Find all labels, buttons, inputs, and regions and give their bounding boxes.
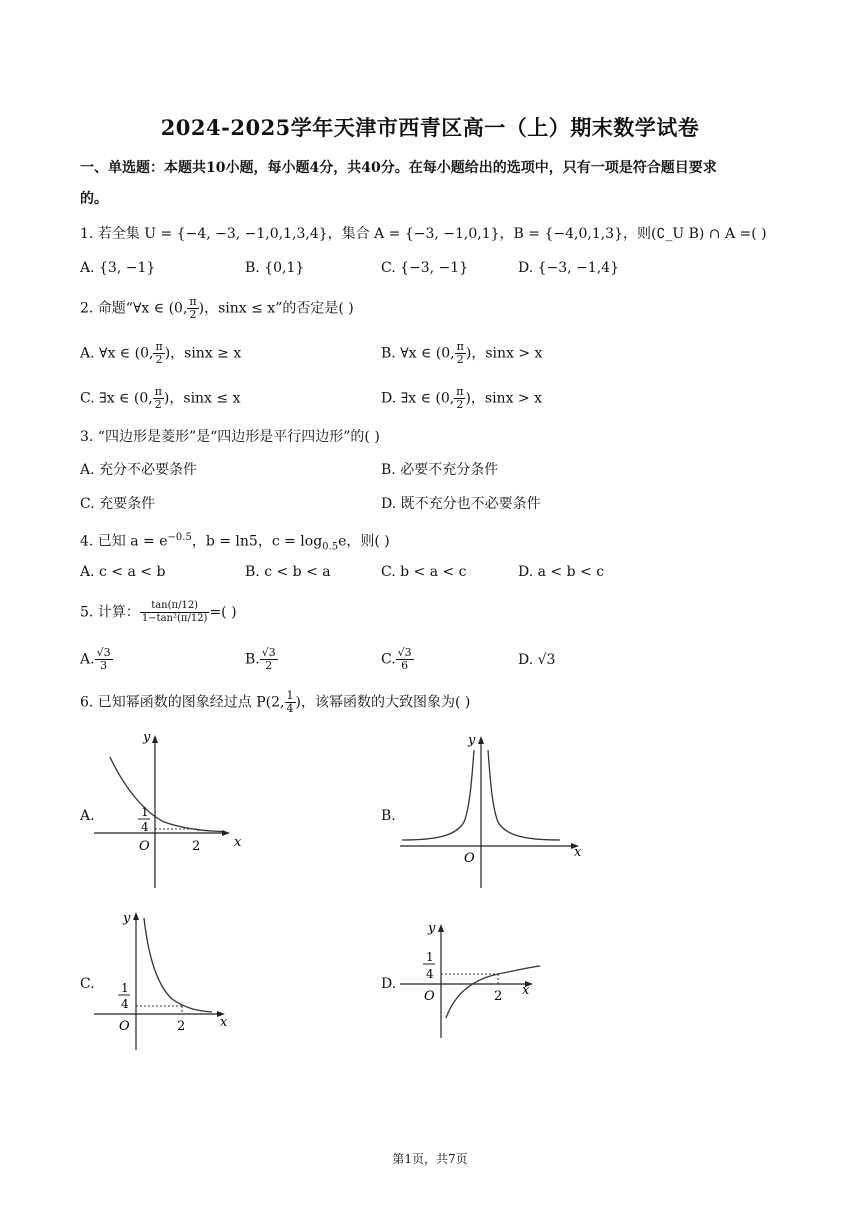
graph-a-y-arrow — [152, 735, 158, 743]
graph-b-y-label: y — [468, 733, 476, 748]
q6-option-a-label: A. — [80, 808, 95, 824]
q2-b-post: )，sinx > x — [465, 345, 543, 362]
q2-option-d — [381, 386, 542, 411]
graph-a-y-label: y — [143, 730, 151, 745]
graph-a-origin: O — [139, 839, 150, 854]
q5-stem-post: =( ) — [209, 604, 237, 621]
graph-c-origin: O — [119, 1019, 130, 1034]
graph-d-two: 2 — [494, 989, 503, 1004]
q6-fraction — [285, 690, 296, 715]
graph-a-curve — [110, 757, 222, 832]
q3-option-c: C. 充要条件 — [80, 496, 156, 512]
graph-d-y-arrow — [438, 924, 444, 932]
q4-stem-c: e，则( ) — [338, 533, 390, 550]
graph-c-quarter-num: 1 — [121, 981, 129, 995]
q5-option-c — [381, 647, 414, 672]
q5-c-num: √3 — [397, 646, 412, 659]
section-heading-line2: 的。 — [80, 191, 108, 207]
q5-b-fraction — [260, 647, 278, 672]
q2-option-b — [381, 341, 542, 366]
q2-d-pre: D. ∃x ∈ (0, — [381, 390, 455, 407]
q2-a-den: 2 — [155, 353, 163, 366]
q2-c-den: 2 — [154, 398, 162, 411]
q2-a-pre: A. ∀x ∈ (0, — [80, 345, 154, 362]
q5-d-value: √3 — [537, 652, 556, 668]
q5-fraction — [140, 600, 210, 625]
q2-fraction — [187, 296, 198, 321]
q2-c-num: π — [154, 385, 162, 398]
q5-frac-den: 1−tan²(π/12) — [141, 613, 208, 624]
q2-d-post: )，sinx > x — [465, 390, 542, 407]
q5-a-den: 3 — [100, 659, 108, 672]
q2-b-num: π — [456, 340, 464, 353]
q6-stem-post: )，该幂函数的大致图象为( ) — [295, 694, 471, 711]
q2-option-c — [80, 386, 240, 411]
q5-a-fraction — [95, 647, 113, 672]
q1-option-b: B. {0,1} — [245, 260, 305, 276]
q2-frac-den: 2 — [189, 308, 197, 321]
q6-option-b-label: B. — [381, 808, 396, 824]
q4-stem-a: 4. 已知 a = e — [80, 533, 168, 550]
graph-d — [398, 918, 548, 1042]
q2-option-a — [80, 341, 241, 366]
question-3-stem: 3. “四边形是菱形”是“四边形是平行四边形”的( ) — [80, 429, 380, 445]
graph-c-curve — [144, 918, 212, 1012]
graph-a — [94, 732, 240, 892]
q6-stem-pre: 6. 已知幂函数的图象经过点 P(2, — [80, 694, 285, 711]
q4-option-b: B. c < b < a — [245, 564, 331, 580]
graph-a-quarter-num: 1 — [141, 805, 149, 819]
question-1-stem: 1. 若全集 U = {−4, −3, −1,0,1,3,4}，集合 A = {−3, −1,0,1}，B = {−4,0,1,3}，则(∁_U B) ∩ A =( ) — [80, 226, 767, 242]
q5-c-label: C. — [381, 651, 396, 668]
q3-option-b: B. 必要不充分条件 — [381, 462, 499, 478]
graph-b-y-arrow — [478, 736, 484, 744]
graph-d-quarter-den: 4 — [426, 967, 434, 981]
q5-a-label: A. — [80, 651, 95, 668]
q5-option-a — [80, 647, 113, 672]
graph-c-two: 2 — [177, 1019, 186, 1034]
q1-option-c: C. {−3, −1} — [381, 260, 469, 276]
question-5-stem — [80, 600, 237, 625]
q4-option-c: C. b < a < c — [381, 564, 467, 580]
q5-option-d — [518, 650, 555, 670]
graph-a-quarter-den: 4 — [141, 820, 149, 834]
section-heading-line1: 一、单选题：本题共10小题，每小题4分，共40分。在每小题给出的选项中，只有一项是符合题目要求 — [80, 160, 717, 176]
q2-stem-post: )，sinx ≤ x”的否定是( ) — [198, 300, 354, 317]
graph-c — [94, 904, 240, 1054]
q4-stem-b: ，b = ln5，c = log — [191, 533, 323, 550]
q6-option-c-label: C. — [80, 976, 95, 992]
q5-c-den: 6 — [401, 659, 409, 672]
q4-exponent: −0.5 — [167, 532, 192, 543]
graph-d-quarter-num: 1 — [426, 950, 434, 964]
q5-b-den: 2 — [265, 659, 273, 672]
q4-log-base: 0.5 — [322, 541, 339, 553]
q4-option-a: A. c < a < b — [80, 564, 166, 580]
q5-frac-num: tan(π/12) — [140, 600, 210, 613]
graph-d-y-label: y — [428, 921, 436, 936]
q2-d-fraction — [454, 386, 465, 411]
graph-a-two: 2 — [192, 839, 201, 854]
page-title: 2024-2025学年天津市西青区高一（上）期末数学试卷 — [160, 115, 700, 140]
q1-option-d: D. {−3, −1,4} — [518, 260, 619, 276]
question-6-stem — [80, 690, 470, 715]
q2-b-den: 2 — [456, 353, 464, 366]
page-footer: 第1页，共7页 — [392, 1152, 468, 1166]
graph-d-x-label: x — [522, 983, 530, 998]
q2-stem-pre: 2. 命题“∀x ∈ (0, — [80, 300, 188, 317]
q5-option-b — [245, 647, 278, 672]
graph-a-x-label: x — [234, 835, 242, 850]
q2-c-post: )，sinx ≤ x — [163, 390, 241, 407]
q5-d-label: D. — [518, 652, 534, 668]
graph-b-x-label: x — [574, 845, 582, 860]
q2-a-num: π — [155, 340, 163, 353]
q2-a-fraction — [153, 341, 164, 366]
q5-c-fraction — [396, 647, 414, 672]
q4-option-d: D. a < b < c — [518, 564, 605, 580]
q2-frac-num: π — [189, 295, 197, 308]
q1-option-a: A. {3, −1} — [80, 260, 156, 276]
graph-c-y-label: y — [123, 911, 131, 926]
q2-d-num: π — [456, 385, 464, 398]
q6-frac-num: 1 — [286, 689, 294, 702]
q5-a-num: √3 — [96, 646, 111, 659]
q2-d-den: 2 — [456, 398, 464, 411]
q2-c-fraction — [153, 386, 164, 411]
graph-d-origin: O — [424, 989, 435, 1004]
q2-a-post: )，sinx ≥ x — [164, 345, 242, 362]
graph-b — [396, 732, 586, 892]
graph-b-right-branch — [488, 750, 560, 840]
q6-frac-den: 4 — [286, 702, 294, 715]
q6-option-d-label: D. — [381, 976, 397, 992]
q2-b-fraction — [455, 341, 466, 366]
q2-b-pre: B. ∀x ∈ (0, — [381, 345, 455, 362]
q5-b-label: B. — [245, 651, 260, 668]
question-2-stem — [80, 296, 354, 321]
q2-c-pre: C. ∃x ∈ (0, — [80, 390, 153, 407]
graph-c-x-label: x — [220, 1015, 228, 1030]
graph-c-quarter-den: 4 — [121, 997, 129, 1011]
q5-stem-pre: 5. 计算： — [80, 604, 140, 621]
q5-b-num: √3 — [261, 646, 276, 659]
question-4-stem — [80, 528, 390, 557]
q3-option-a: A. 充分不必要条件 — [80, 462, 198, 478]
graph-b-left-branch — [402, 750, 474, 840]
q3-option-d: D. 既不充分也不必要条件 — [381, 496, 541, 512]
graph-b-origin: O — [464, 851, 475, 866]
graph-c-y-arrow — [133, 912, 139, 920]
graph-a-x-arrow — [222, 830, 230, 836]
